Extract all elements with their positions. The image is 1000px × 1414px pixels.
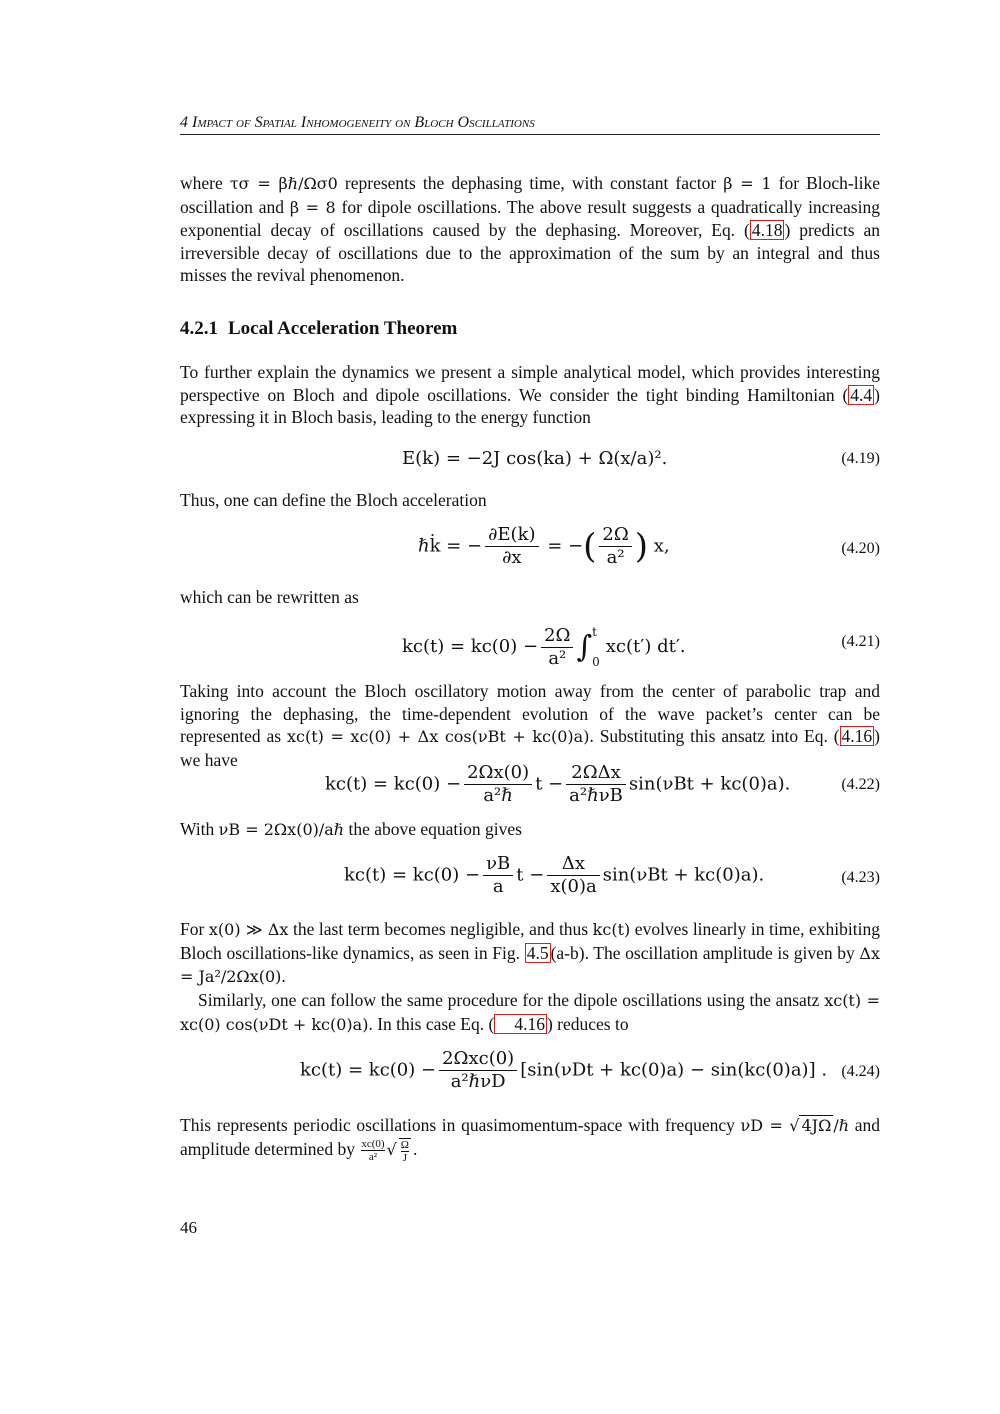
numerator: 2Ωx(0) [467, 762, 530, 783]
text: . [281, 966, 286, 987]
fraction [566, 762, 626, 807]
page-number: 46 [180, 1218, 197, 1237]
equation-number: (4.23) [841, 869, 880, 886]
paren-open: ( [583, 526, 597, 567]
denominator: ∂x [485, 546, 538, 569]
numerator: xc(0) [361, 1138, 385, 1151]
equation-link[interactable]: 4.16 [494, 1014, 547, 1034]
math: kc(t) = kc(0) − [344, 864, 481, 886]
denominator: a²ℏνD [439, 1070, 517, 1093]
paragraph-dephasing: where τσ = βℏ/Ωσ0 represents the dephasing time, with constant factor β = 1 for Bloch-like oscillation and β = 8 for dipole oscillations. The above result suggests a quadratically increasing exponential decay of oscillations caused by the dephasing. Moreover, Eq. ( 4.18 ) predicts an irreversible decay of oscillations due to the approximation of the sum by an integral and thus misses the revival phenomenon. [180, 173, 881, 286]
paragraph-ansatz: Taking into account the Bloch oscillatory motion away from the center of parabolic trap and ignoring the dephasing, the time-dependent evolution of the wave packet’s center can be represented as xc(t) = xc(0) + Δx cos(νBt + kc(0)a). Substituting this ansatz into Eq. ( 4.16 ) we have [180, 681, 880, 770]
numerator: νB [486, 853, 511, 874]
math: t − [516, 864, 545, 886]
math-inline: β = 8 [289, 197, 336, 217]
math: /ℏ [833, 1116, 850, 1135]
fraction [599, 524, 631, 569]
fraction [439, 1048, 517, 1093]
fraction [547, 853, 599, 898]
equation-4-24 [180, 1048, 880, 1098]
fraction [361, 1138, 384, 1163]
section-heading [180, 318, 457, 340]
math-inline: β = 1 [723, 174, 772, 193]
denominator: a [483, 875, 513, 898]
numerator: Δx [561, 853, 586, 874]
lower-limit: 0 [592, 655, 600, 669]
paragraph: Thus, one can define the Bloch acceleration [180, 490, 487, 510]
paren-close: ) [634, 526, 649, 567]
numerator: 2Ω [602, 524, 629, 545]
equation-body: E(k) = −2J cos(ka) + Ω(x/a)². [402, 448, 668, 469]
equation-body [300, 1048, 827, 1093]
text: predicts an irreversible decay of oscillations due to the approximation of the sum by an integral and thus misses the revival phenomenon. [180, 220, 881, 286]
math: kc(t) = kc(0) − [300, 1059, 437, 1081]
text: (a-b). The oscillation amplitude is given by [550, 942, 860, 963]
text: the above equation gives [344, 819, 522, 839]
integral-limits [592, 617, 600, 677]
equation-link[interactable]: 4.18 [751, 220, 783, 241]
math: ℏk̇ = − [418, 535, 483, 557]
text: evolves linearly in time, exhibiting Bloch oscillations-like dynamics, as seen in Fig. [180, 919, 880, 963]
denominator: a²ℏ [464, 784, 532, 807]
math-inline: xc(t) = xc(0) cos(νDt + kc(0)a) [180, 991, 881, 1034]
equation-body [344, 853, 764, 898]
text: for dipole oscillations. The above result suggests a quadratically increasing exponential decay of oscillations caused by the dephasing. Moreover, Eq. [180, 196, 880, 241]
integral-sign: ∫ [576, 629, 593, 665]
fraction [541, 625, 573, 670]
paragraph-dipole: Similarly, one can follow the same procedure for the dipole oscillations using the ansatz xc(t) = xc(0) cos(νDt + kc(0)a). In this case Eq. ( 4.16 ) reduces to [180, 990, 881, 1034]
math: xc(t′) dt′. [605, 636, 686, 657]
text: and amplitude determined by [180, 1115, 880, 1159]
denominator: a² [599, 546, 631, 569]
equation-link[interactable]: 4.16 [841, 726, 873, 747]
math: sin(νBt + kc(0)a). [628, 773, 791, 795]
math-inline: νB = 2Ωx(0)/aℏ [218, 820, 345, 839]
equation-4-22 [180, 762, 880, 812]
equation-number: (4.21) [841, 633, 880, 650]
equation-4-19 [180, 448, 880, 472]
fraction [464, 762, 532, 807]
sqrt-radicand: 4JΩ [801, 1116, 832, 1135]
text: for Bloch-like oscillation and [180, 173, 881, 217]
fraction [485, 524, 538, 569]
math-inline: Δx = Ja²/2Ωx(0) [180, 943, 880, 987]
denominator: x(0)a [547, 875, 599, 898]
math: νD = √ [740, 1116, 800, 1135]
math: x, [648, 535, 670, 557]
math: = − [541, 535, 584, 557]
section-title: Local Acceleration Theorem [228, 318, 458, 339]
math: kc(t) = kc(0) − [325, 773, 462, 795]
figure-link[interactable]: 4.5 [526, 942, 549, 963]
denominator: a² [541, 647, 573, 670]
math-inline: xc(t) = xc(0) + Δx cos(νBt + kc(0)a) [286, 727, 590, 747]
equation-body [325, 762, 790, 807]
math: t − [535, 773, 564, 795]
paragraph: which can be rewritten as [180, 587, 359, 607]
text: With [180, 819, 219, 839]
section-number: 4.2.1 [180, 318, 218, 339]
equation-link[interactable]: 4.4 [850, 384, 873, 405]
paragraph-bloch-limit [180, 918, 880, 989]
equation-4-21 [180, 617, 880, 669]
denominator: J [402, 1151, 407, 1164]
paragraph-model: To further explain the dynamics we present a simple analytical model, which provides interesting perspective on Bloch and dipole oscillations. We consider the tight binding Hamiltonian ( 4.4 ) expressing it in Bloch basis, leading to the energy function [180, 362, 880, 428]
numerator: 2ΩΔx [571, 762, 621, 783]
paragraph [180, 818, 880, 842]
equation-body [418, 524, 670, 569]
numerator: 2Ωxc(0) [442, 1048, 515, 1069]
math: sin(νBt + kc(0)a). [602, 864, 765, 886]
equation-number: (4.19) [841, 450, 880, 467]
equation-number: (4.24) [841, 1063, 880, 1080]
text: . [412, 1138, 418, 1159]
text: This represents periodic oscillations in quasimomentum-space with frequency [180, 1115, 741, 1135]
text: Taking into account the Bloch oscillatory motion away from the center of parabolic trap and ignoring the dephasing, the time-dependent evolution of the wave packet’s center can be represented as [180, 681, 880, 747]
text: represents the dephasing time, with constant factor [337, 173, 724, 193]
text: we have [180, 749, 238, 770]
text: For [180, 919, 209, 939]
equation-4-23 [180, 853, 880, 903]
text: where [180, 173, 230, 193]
numerator: Ω [400, 1138, 409, 1151]
equation-number: (4.20) [841, 540, 880, 557]
math: kc(t) = kc(0) − [402, 636, 539, 657]
text: the last term becomes negligible, and thus [288, 919, 593, 939]
text: Similarly, one can follow the same procedure for the dipole oscillations using the ansatz [198, 990, 825, 1010]
running-head: 4 Impact of Spatial Inhomogeneity on Bloch Oscillations [180, 114, 880, 135]
equation-body [402, 617, 686, 677]
fraction [483, 853, 513, 898]
equation-number: (4.22) [841, 776, 880, 793]
text: . In this case Eq. [368, 1013, 489, 1034]
denominator: a²ℏνB [566, 784, 626, 807]
fraction [399, 1138, 411, 1164]
text: To further explain the dynamics we present a simple analytical model, which provides interesting perspective on Bloch and dipole oscillations. We consider the tight binding Hamiltonian [180, 362, 880, 405]
numerator: 2Ω [544, 624, 571, 646]
text: expressing it in Bloch basis, leading to the energy function [180, 407, 591, 428]
sqrt-sign: √ [386, 1139, 397, 1159]
text: reduces to [552, 1013, 629, 1034]
math: [sin(νDt + kc(0)a) − sin(kc(0)a)] . [520, 1059, 828, 1081]
equation-4-20 [180, 524, 880, 574]
math-inline: x(0) ≫ Δx [208, 920, 289, 939]
denominator: a² [361, 1150, 384, 1163]
math-inline: τσ = βℏ/Ωσ0 [229, 174, 338, 193]
numerator: ∂E(k) [488, 524, 536, 545]
math-inline [741, 1115, 850, 1135]
upper-limit: t [592, 625, 597, 639]
math-inline: kc(t) [592, 920, 631, 939]
text: . Substituting this ansatz into Eq. [589, 726, 834, 747]
paragraph-frequency [180, 1114, 880, 1164]
